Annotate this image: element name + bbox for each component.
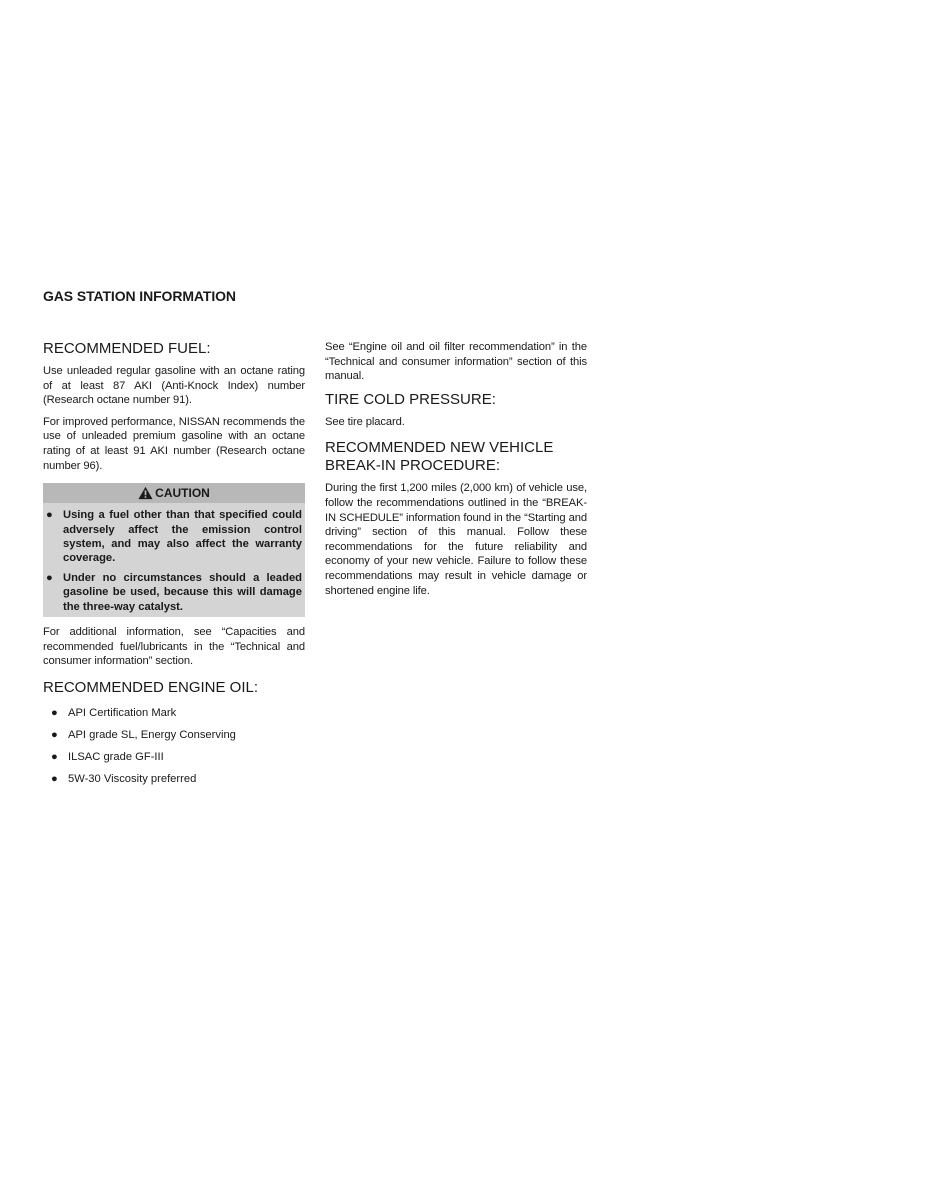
list-item-text: API grade SL, Energy Conserving [68,728,236,741]
fuel-paragraph-1: Use unleaded regular gasoline with an octane rating of at least 87 AKI (Anti-Knock Index) number (Research octane number 91). [43,365,305,407]
break-in-heading-line-1: RECOMMENDED NEW VEHICLE [325,439,554,457]
break-in-heading-line-2: BREAK-IN PROCEDURE: [325,457,501,475]
left-column [43,340,305,794]
engine-oil-list [43,706,305,786]
caution-title: CAUTION [155,486,210,501]
list-item-text: API Certification Mark [68,706,177,719]
caution-box [43,483,305,617]
fuel-paragraph-3: For additional information, see “Capacities and recommended fuel/lubricants in the “Technical and consumer information” section. [43,626,305,668]
bullet-icon: ● [51,750,58,763]
caution-item-text: Using a fuel other than that specified could adversely affect the emission control system, and may also affect the warranty coverage. [63,509,302,565]
list-item [43,706,305,720]
warning-triangle-icon [138,486,153,500]
list-item [43,728,305,742]
tire-pressure-text: See tire placard. [325,415,405,428]
list-item-text: ILSAC grade GF-III [68,750,164,763]
caution-header [43,483,305,503]
bullet-icon: ● [46,571,53,584]
break-in-text: During the first 1,200 miles (2,000 km) of vehicle use, follow the recommendations outlined in the “BREAK-IN SCHEDULE” information found in the “Starting and driving” section of this manual. Follow these recommendations for the future reliability and economy of your new vehicle. Failure to follow these recommendations may result in vehicle damage or shortened engine life. [325,482,587,597]
recommended-fuel-heading: RECOMMENDED FUEL: [43,340,211,357]
break-in-heading [325,439,587,475]
bullet-icon: ● [51,706,58,719]
caution-item-text: Under no circumstances should a leaded gasoline be used, because this will damage the three-way catalyst. [63,571,302,613]
list-item-text: 5W-30 Viscosity preferred [68,772,197,785]
list-item [43,750,305,764]
page-title: GAS STATION INFORMATION [43,288,236,304]
tire-cold-pressure-heading: TIRE COLD PRESSURE: [325,390,496,408]
engine-oil-reference: See “Engine oil and oil filter recommendation” in the “Technical and consumer information” section of this manual. [325,341,587,383]
bullet-icon: ● [46,509,53,522]
fuel-paragraph-2: For improved performance, NISSAN recommends the use of unleaded premium gasoline with an octane rating of at least 91 AKI number (Research octane number 96). [43,415,305,472]
caution-item [46,508,302,566]
recommended-engine-oil-heading: RECOMMENDED ENGINE OIL: [43,678,259,696]
caution-item [46,571,302,614]
list-item [43,772,305,786]
bullet-icon: ● [51,772,58,785]
bullet-icon: ● [51,728,58,741]
right-column [325,340,587,605]
